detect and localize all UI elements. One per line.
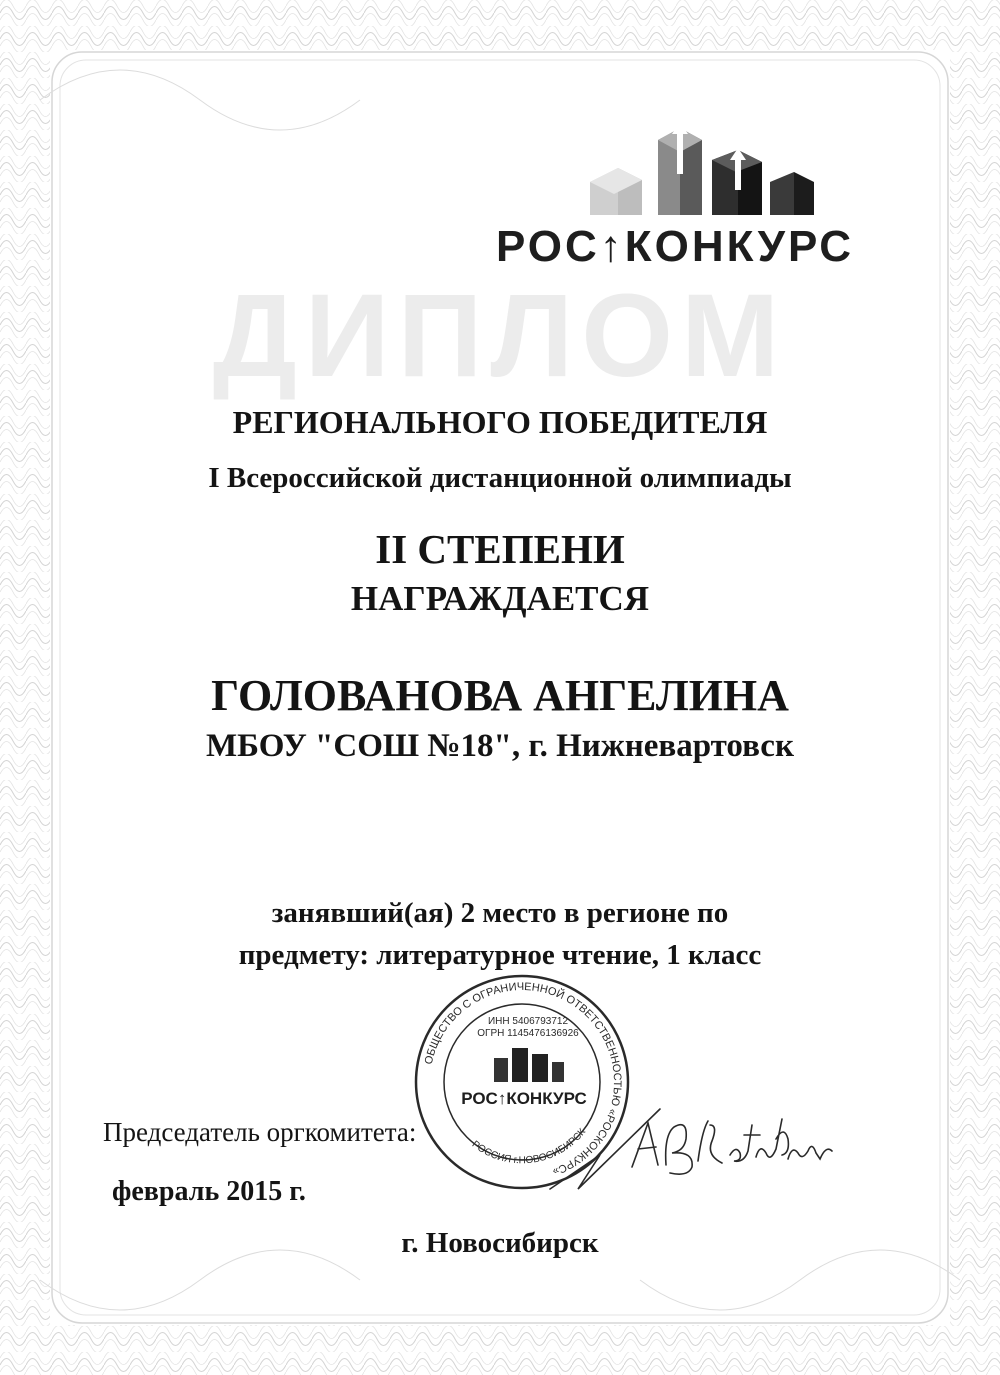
stamp-buildings-icon [494, 1048, 564, 1082]
stamp-ring-text: ОБЩЕСТВО С ОГРАНИЧЕННОЙ ОТВЕТСТВЕННОСТЬЮ «РОСКОНКУРС» [422, 980, 624, 1178]
stamp-name: РОС↑КОНКУРС [461, 1089, 587, 1108]
logo-wordmark: РОС↑КОНКУРС [496, 222, 854, 271]
recipient-name: ГОЛОВАНОВА АНГЕЛИНА [211, 671, 789, 720]
issue-city: г. Новосибирск [401, 1227, 599, 1259]
signature [540, 1085, 870, 1195]
result-line-2: предмету: литературное чтение, 1 класс [238, 939, 762, 971]
olympiad-title: I Всероссийской дистанционной олимпиады [208, 462, 792, 494]
stamp-ogrn: ОГРН 1145476136926 [477, 1028, 579, 1039]
issue-date: февраль 2015 г. [112, 1176, 306, 1207]
buildings-icon [490, 120, 860, 220]
stamp-bottom-text: РОССИЯ г.НОВОСИБИРСК [469, 1126, 589, 1167]
result-line-1: занявший(ая) 2 место в регионе по [271, 897, 729, 929]
stamp-inn: ИНН 5406793712 [487, 1016, 569, 1027]
awarded-label: НАГРАЖДАЕТСЯ [350, 579, 650, 618]
roskonkurs-logo [490, 120, 860, 270]
diploma-watermark: ДИПЛОМ [212, 270, 788, 402]
chair-label: Председатель оргкомитета: [103, 1117, 417, 1147]
degree-title: II СТЕПЕНИ [375, 526, 625, 572]
winner-title: РЕГИОНАЛЬНОГО ПОБЕДИТЕЛЯ [232, 404, 768, 440]
recipient-school: МБОУ "СОШ №18", г. Нижневартовск [206, 728, 794, 764]
